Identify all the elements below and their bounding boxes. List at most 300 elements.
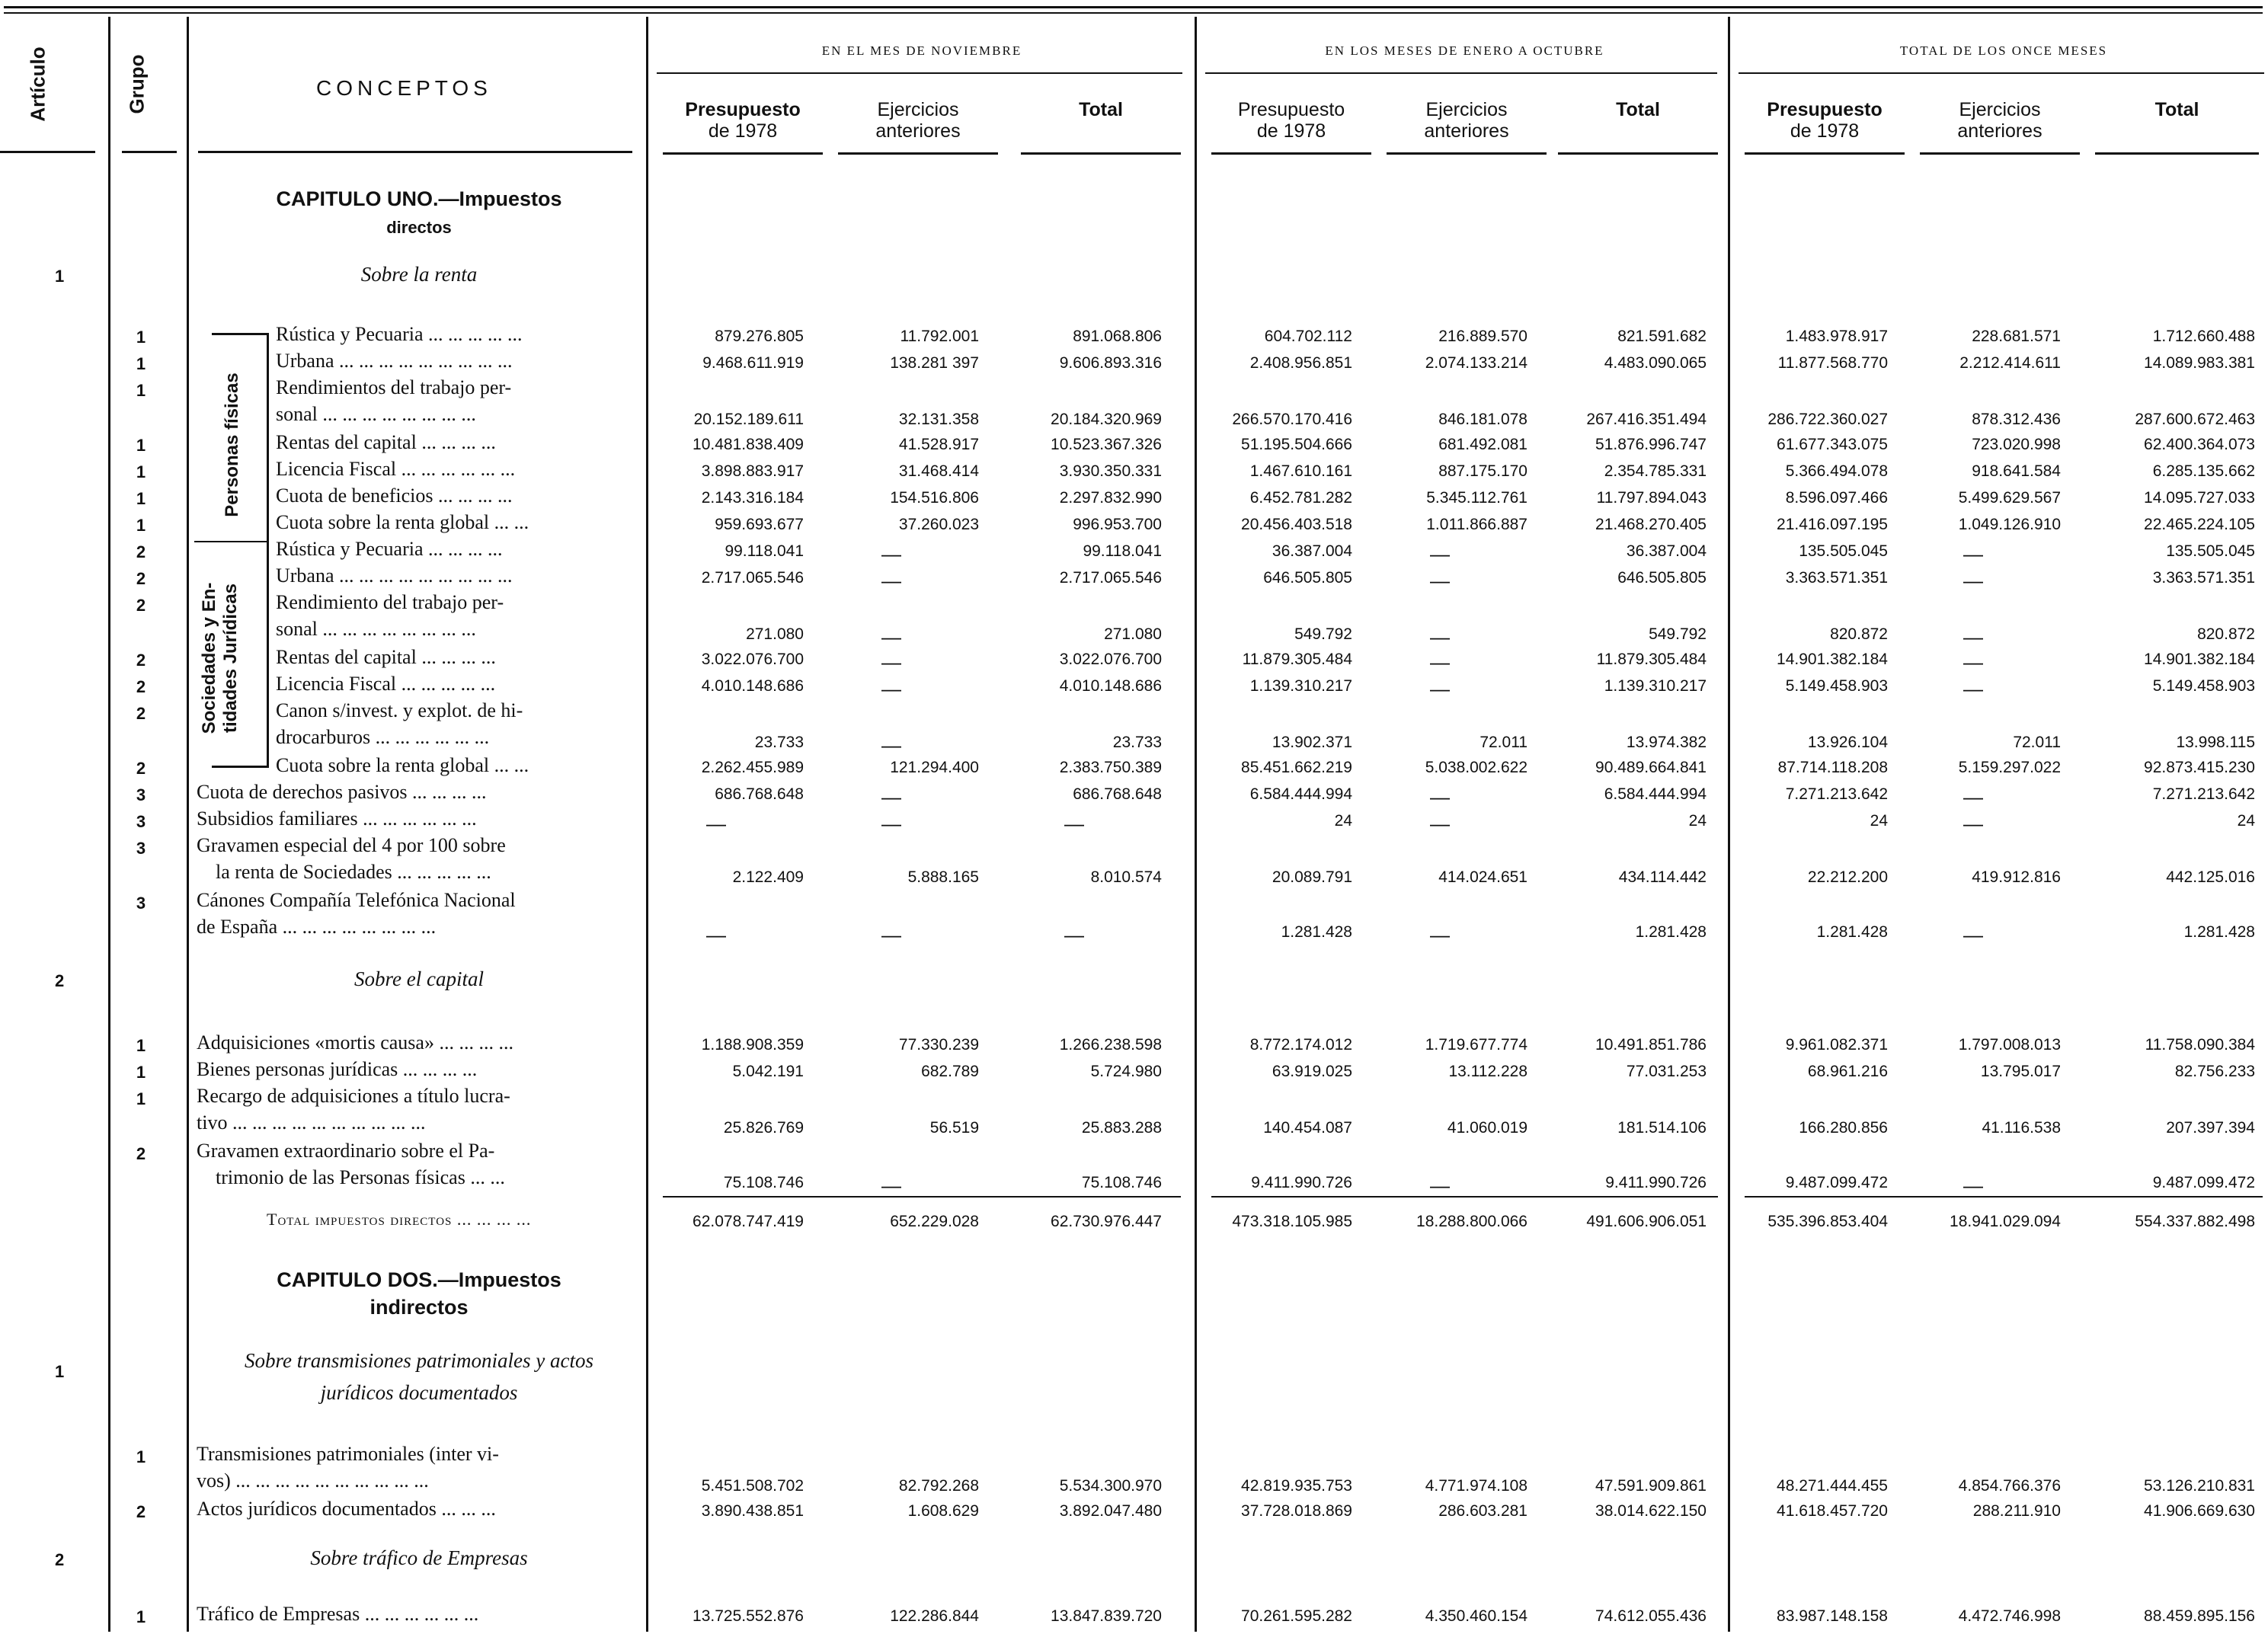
grupo-number: 1 — [136, 516, 146, 535]
value-cell: — — [1963, 923, 1983, 946]
concept-label: Rentas del capital ... ... ... ... — [276, 646, 496, 668]
value-cell: 7.271.213.642 — [2152, 785, 2255, 803]
articulo-number: 2 — [55, 971, 65, 990]
value-cell: 31.468.414 — [898, 462, 979, 480]
value-cell: 5.724.980 — [1090, 1063, 1162, 1080]
value-cell: 11.758.090.384 — [2145, 1036, 2255, 1054]
value-cell: 9.487.099.472 — [2152, 1174, 2255, 1191]
value-cell: 24 — [2237, 812, 2255, 830]
value-cell: 87.714.118.208 — [1777, 759, 1888, 776]
value-cell: 138.281 397 — [890, 354, 979, 372]
value-cell: 3.022.076.700 — [701, 651, 804, 668]
value-cell: 2.717.065.546 — [701, 569, 804, 587]
value-cell: 2.297.832.990 — [1059, 489, 1162, 507]
value-cell: 821.591.682 — [1617, 328, 1707, 345]
value-cell: 4.010.148.686 — [701, 677, 804, 695]
value-cell: 878.312.436 — [1972, 411, 2061, 428]
concept-label-cont: sonal ... ... ... ... ... ... ... ... — [276, 403, 476, 425]
value-cell: 90.489.664.841 — [1595, 759, 1707, 776]
sub-rule — [663, 152, 823, 155]
value-cell: 1.049.126.910 — [1958, 516, 2061, 533]
value-cell: — — [881, 1174, 901, 1197]
section-title-trafico: Sobre tráfico de Empresas — [310, 1546, 528, 1569]
total-value-cell: 535.396.853.404 — [1767, 1213, 1888, 1230]
value-cell: — — [881, 785, 901, 808]
value-cell: 13.795.017 — [1980, 1063, 2061, 1080]
value-cell: 646.505.805 — [1617, 569, 1707, 587]
concept-label-cont: tivo ... ... ... ... ... ... ... ... ... ... — [197, 1111, 426, 1134]
value-cell: 74.612.055.436 — [1595, 1607, 1707, 1625]
col-divider-articulo — [108, 17, 110, 1632]
value-cell: 1.281.428 — [1281, 923, 1352, 941]
value-cell: 41.618.457.720 — [1777, 1502, 1888, 1520]
subhdr-total: Total — [2154, 99, 2199, 120]
value-cell: 63.919.025 — [1272, 1063, 1352, 1080]
chapter-2-title: CAPITULO DOS.—Impuestos indirectos — [277, 1268, 561, 1319]
value-cell: 56.519 — [929, 1119, 979, 1137]
value-cell: 1.797.008.013 — [1958, 1036, 2061, 1054]
value-cell: 2.354.785.331 — [1604, 462, 1707, 480]
value-cell: 3.898.883.917 — [701, 462, 804, 480]
grupo-number: 1 — [136, 436, 146, 455]
section-title-renta: Sobre la renta — [360, 263, 478, 286]
grupo-number: 1 — [136, 354, 146, 373]
grupo-number: 1 — [136, 1089, 146, 1108]
concept-label: Adquisiciones «mortis causa» ... ... ... ... — [197, 1031, 513, 1054]
subhdr-ejercicios: Ejercicios anteriores — [1957, 99, 2042, 142]
bracket-vertical — [267, 333, 269, 767]
value-cell: 51.195.504.666 — [1241, 436, 1352, 453]
value-cell: 14.089.983.381 — [2144, 354, 2255, 372]
grupo-number: 2 — [136, 596, 146, 615]
value-cell: — — [881, 542, 901, 565]
value-cell: 121.294.400 — [890, 759, 979, 776]
grupo-number: 1 — [136, 381, 146, 400]
value-cell: — — [1430, 677, 1450, 700]
value-cell: 62.400.364.073 — [2144, 436, 2255, 453]
value-cell: 14.901.382.184 — [2144, 651, 2255, 668]
total-impuestos-directos-label: Total impuestos directos ... ... ... ... — [267, 1210, 532, 1229]
concept-label: Bienes personas jurídicas ... ... ... ... — [197, 1058, 478, 1080]
value-cell: — — [1963, 651, 1983, 673]
header-rule-grupo — [122, 151, 177, 153]
value-cell: 8.772.174.012 — [1249, 1036, 1352, 1054]
concept-label: Recargo de adquisiciones a título lucra- — [197, 1085, 510, 1107]
value-cell: 11.879.305.484 — [1596, 651, 1707, 668]
value-cell: 5.159.297.022 — [1958, 759, 2061, 776]
value-cell: 2.212.414.611 — [1959, 354, 2061, 372]
value-cell: 11.877.568.770 — [1777, 354, 1888, 372]
value-cell: 13.725.552.876 — [693, 1607, 804, 1625]
value-cell: 686.768.648 — [1073, 785, 1162, 803]
sub-rule — [838, 152, 998, 155]
total-value-cell: 473.318.105.985 — [1232, 1213, 1352, 1230]
value-cell: 25.826.769 — [723, 1119, 804, 1137]
value-cell: 3.892.047.480 — [1059, 1502, 1162, 1520]
bracket-top — [212, 333, 269, 335]
value-cell: 267.416.351.494 — [1586, 411, 1707, 428]
value-cell: 135.505.045 — [1799, 542, 1888, 560]
value-cell: — — [881, 677, 901, 700]
value-cell: 1.139.310.217 — [1249, 677, 1352, 695]
value-cell: 166.280.856 — [1799, 1119, 1888, 1137]
value-cell: 68.961.216 — [1807, 1063, 1888, 1080]
value-cell: 5.149.458.903 — [1785, 677, 1888, 695]
value-cell: 51.876.996.747 — [1595, 436, 1707, 453]
value-cell: 99.118.041 — [1083, 542, 1162, 560]
sub-rule — [1021, 152, 1181, 155]
value-cell: 604.702.112 — [1264, 328, 1352, 345]
grupo-number: 3 — [136, 785, 146, 804]
value-cell: 414.024.651 — [1438, 868, 1527, 886]
value-cell: 122.286.844 — [890, 1607, 979, 1625]
value-cell: 82.792.268 — [898, 1477, 979, 1495]
value-cell: — — [1430, 542, 1450, 565]
value-cell: 154.516.806 — [890, 489, 979, 507]
grupo-number: 2 — [136, 1502, 146, 1521]
value-cell: 41.906.669.630 — [2144, 1502, 2255, 1520]
value-cell: 288.211.910 — [1972, 1502, 2061, 1520]
value-cell: 4.483.090.065 — [1604, 354, 1707, 372]
concept-label: Licencia Fiscal ... ... ... ... ... ... — [276, 458, 516, 480]
value-cell: 442.125.016 — [2166, 868, 2255, 886]
value-cell: — — [1064, 812, 1084, 835]
value-cell: 21.416.097.195 — [1777, 516, 1888, 533]
value-cell: 918.641.584 — [1972, 462, 2061, 480]
value-cell: 13.926.104 — [1807, 734, 1888, 751]
value-cell: 5.345.112.761 — [1426, 489, 1527, 507]
period1-rule — [657, 72, 1182, 74]
concept-label: Gravamen extraordinario sobre el Pa- — [197, 1140, 495, 1162]
value-cell: 5.888.165 — [907, 868, 979, 886]
value-cell: 77.031.253 — [1626, 1063, 1707, 1080]
value-cell: — — [706, 812, 726, 835]
subhdr-presupuesto: Presupuesto de 1978 — [685, 99, 801, 142]
value-cell: 92.873.415.230 — [2144, 759, 2255, 776]
value-cell: — — [1963, 569, 1983, 592]
grupo-number: 1 — [136, 462, 146, 481]
value-cell: 1.483.978.917 — [1785, 328, 1888, 345]
value-cell: 1.719.677.774 — [1425, 1036, 1527, 1054]
value-cell: 10.481.838.409 — [693, 436, 804, 453]
grupo-number: 3 — [136, 894, 146, 913]
value-cell: 13.974.382 — [1626, 734, 1707, 751]
articulo-number: 1 — [55, 1362, 65, 1381]
value-cell: 20.089.791 — [1272, 868, 1352, 886]
value-cell: 959.693.677 — [715, 516, 804, 533]
value-cell: — — [881, 569, 901, 592]
sub-rule — [2095, 152, 2259, 155]
bracket-label-juridicas-2: tidades Jurídicas — [220, 583, 241, 734]
concept-label: Rendimiento del trabajo per- — [276, 591, 504, 613]
grupo-number: 2 — [136, 542, 146, 561]
grupo-number: 1 — [136, 1036, 146, 1055]
value-cell: 5.534.300.970 — [1059, 1477, 1162, 1495]
concept-label: Cánones Compañía Telefónica Nacional — [197, 889, 516, 911]
concept-label: Rendimientos del trabajo per- — [276, 376, 512, 398]
value-cell: 13.112.228 — [1448, 1063, 1527, 1080]
total-value-cell: 652.229.028 — [890, 1213, 979, 1230]
value-cell: 11.879.305.484 — [1242, 651, 1352, 668]
value-cell: 1.712.660.488 — [2152, 328, 2255, 345]
value-cell: 2.408.956.851 — [1249, 354, 1352, 372]
value-cell: 286.603.281 — [1438, 1502, 1527, 1520]
section-title-transmisiones: Sobre transmisiones patrimoniales y actos jurídicos documentados — [245, 1349, 593, 1404]
value-cell: 5.499.629.567 — [1958, 489, 2061, 507]
total-value-cell: 62.730.976.447 — [1051, 1213, 1162, 1230]
value-cell: 1.281.428 — [1816, 923, 1888, 941]
value-cell: 1.281.428 — [2183, 923, 2255, 941]
value-cell: 5.451.508.702 — [701, 1477, 804, 1495]
header-rule-conceptos — [198, 151, 632, 153]
value-cell: 2.122.409 — [732, 868, 804, 886]
concept-label: Urbana ... ... ... ... ... ... ... ... ... — [276, 564, 513, 587]
concept-label: Urbana ... ... ... ... ... ... ... ... ... — [276, 350, 513, 372]
value-cell: 61.677.343.075 — [1777, 436, 1888, 453]
value-cell: 5.149.458.903 — [2152, 677, 2255, 695]
value-cell: 5.042.191 — [732, 1063, 804, 1080]
value-cell: 8.596.097.466 — [1785, 489, 1888, 507]
value-cell: 32.131.358 — [898, 411, 979, 428]
value-cell: — — [1963, 785, 1983, 808]
value-cell: — — [1963, 812, 1983, 835]
header-grupo: Grupo — [125, 54, 149, 114]
value-cell: 4.472.746.998 — [1958, 1607, 2061, 1625]
value-cell: 8.010.574 — [1090, 868, 1162, 886]
value-cell: — — [881, 651, 901, 673]
value-cell: 846.181.078 — [1438, 411, 1527, 428]
value-cell: 36.387.004 — [1626, 542, 1707, 560]
value-cell: 75.108.746 — [1081, 1174, 1162, 1191]
period-label-enero-octubre: EN LOS MESES DE ENERO A OCTUBRE — [1325, 43, 1604, 58]
grupo-number: 1 — [136, 328, 146, 347]
period-label-once-meses: TOTAL DE LOS ONCE MESES — [1899, 43, 2108, 58]
value-cell: 887.175.170 — [1438, 462, 1527, 480]
value-cell: 5.366.494.078 — [1785, 462, 1888, 480]
value-cell: 6.584.444.994 — [1604, 785, 1707, 803]
grupo-number: 3 — [136, 812, 146, 831]
grupo-number: 2 — [136, 759, 146, 778]
concept-label: Rústica y Pecuaria ... ... ... ... ... — [276, 323, 523, 345]
value-cell: 85.451.662.219 — [1241, 759, 1352, 776]
articulo-number: 2 — [55, 1550, 65, 1569]
value-cell: 53.126.210.831 — [2144, 1477, 2255, 1495]
value-cell: 996.953.700 — [1073, 516, 1162, 533]
value-cell: 820.872 — [1830, 625, 1888, 643]
value-cell: 10.523.367.326 — [1051, 436, 1162, 453]
bracket-label-fisicas: Personas físicas — [222, 373, 242, 517]
value-cell: 11.792.001 — [900, 328, 979, 345]
value-cell: 14.901.382.184 — [1777, 651, 1888, 668]
value-cell: 10.491.851.786 — [1595, 1036, 1707, 1054]
bracket-mid — [194, 541, 267, 542]
value-cell: 99.118.041 — [725, 542, 804, 560]
subhdr-presupuesto: Presupuesto de 1978 — [1767, 99, 1883, 142]
value-cell: — — [881, 625, 901, 648]
value-cell: 1.266.238.598 — [1059, 1036, 1162, 1054]
value-cell: 24 — [1870, 812, 1888, 830]
period3-rule — [1739, 72, 2264, 74]
concept-label-cont: de España ... ... ... ... ... ... ... ... — [197, 916, 437, 938]
concept-label-cont: la renta de Sociedades ... ... ... ... ... — [216, 861, 491, 883]
value-cell: 4.350.460.154 — [1425, 1607, 1527, 1625]
chapter-1-title: CAPITULO UNO.—Impuestos directos — [276, 187, 562, 237]
value-cell: 23.733 — [754, 734, 804, 751]
value-cell: — — [706, 923, 726, 946]
value-cell: 37.260.023 — [898, 516, 979, 533]
value-cell: 41.060.019 — [1447, 1119, 1527, 1137]
value-cell: 1.011.866.887 — [1426, 516, 1527, 533]
value-cell: 22.465.224.105 — [2144, 516, 2255, 533]
value-cell: 88.459.895.156 — [2144, 1607, 2255, 1625]
value-cell: 9.468.611.919 — [702, 354, 804, 372]
value-cell: 4.010.148.686 — [1059, 677, 1162, 695]
value-cell: 216.889.570 — [1438, 328, 1527, 345]
value-cell: 47.591.909.861 — [1595, 1477, 1707, 1495]
sub-rule — [1920, 152, 2080, 155]
value-cell: 5.038.002.622 — [1425, 759, 1527, 776]
concept-label-cont: trimonio de las Personas físicas ... ... — [216, 1166, 505, 1188]
value-cell: 21.468.270.405 — [1595, 516, 1707, 533]
total-value-cell: 62.078.747.419 — [693, 1213, 804, 1230]
value-cell: 549.792 — [1294, 625, 1352, 643]
value-cell: 3.890.438.851 — [701, 1502, 804, 1520]
col-divider-grupo — [187, 17, 189, 1632]
concept-label: Gravamen especial del 4 por 100 sobre — [197, 834, 506, 856]
total-value-cell: 18.941.029.094 — [1950, 1213, 2061, 1230]
value-cell: 37.728.018.869 — [1241, 1502, 1352, 1520]
value-cell: 70.261.595.282 — [1241, 1607, 1352, 1625]
value-cell: 9.411.990.726 — [1251, 1174, 1352, 1191]
header-conceptos: CONCEPTOS — [316, 76, 492, 100]
value-cell: 38.014.622.150 — [1595, 1502, 1707, 1520]
sub-rule — [1558, 152, 1718, 155]
concept-label-cont: drocarburos ... ... ... ... ... ... — [276, 726, 490, 748]
concept-label: Cuota de beneficios ... ... ... ... — [276, 484, 513, 507]
value-cell: 6.285.135.662 — [2152, 462, 2255, 480]
value-cell: 1.139.310.217 — [1604, 677, 1707, 695]
value-cell: 72.011 — [2013, 734, 2061, 751]
value-cell: — — [1963, 677, 1983, 700]
value-cell: 686.768.648 — [715, 785, 804, 803]
value-cell: 419.912.816 — [1972, 868, 2061, 886]
value-cell: 41.116.538 — [1982, 1119, 2061, 1137]
subhdr-total: Total — [1079, 99, 1123, 120]
value-cell: 820.872 — [2197, 625, 2255, 643]
value-cell: 6.584.444.994 — [1249, 785, 1352, 803]
value-cell: 75.108.746 — [723, 1174, 804, 1191]
concept-label: Rentas del capital ... ... ... ... — [276, 431, 496, 453]
concept-label-cont: sonal ... ... ... ... ... ... ... ... — [276, 618, 476, 640]
value-cell: 13.847.839.720 — [1051, 1607, 1162, 1625]
concept-label: Subsidios familiares ... ... ... ... ... ... — [197, 807, 477, 830]
total-value-cell: 18.288.800.066 — [1416, 1213, 1527, 1230]
bracket-bottom — [212, 766, 269, 768]
value-cell: — — [1430, 651, 1450, 673]
value-cell: 48.271.444.455 — [1777, 1477, 1888, 1495]
concept-label-cont: vos) ... ... ... ... ... ... ... ... ... ... — [197, 1469, 429, 1492]
value-cell: 82.756.233 — [2174, 1063, 2255, 1080]
sub-rule — [1745, 152, 1905, 155]
grupo-number: 2 — [136, 569, 146, 588]
header-rule-art — [0, 151, 95, 153]
value-cell: 2.717.065.546 — [1059, 569, 1162, 587]
value-cell: 72.011 — [1479, 734, 1527, 751]
value-cell: 9.487.099.472 — [1785, 1174, 1888, 1191]
period2-rule — [1205, 72, 1717, 74]
value-cell: 207.397.394 — [2166, 1119, 2255, 1137]
value-cell: 3.363.571.351 — [2152, 569, 2255, 587]
value-cell: 140.454.087 — [1263, 1119, 1352, 1137]
concept-label: Licencia Fiscal ... ... ... ... ... — [276, 673, 496, 695]
value-cell: 682.789 — [921, 1063, 979, 1080]
subhdr-ejercicios: Ejercicios anteriores — [1424, 99, 1509, 142]
subhdr-ejercicios: Ejercicios anteriores — [875, 99, 961, 142]
value-cell: — — [1430, 812, 1450, 835]
grupo-number: 1 — [136, 1063, 146, 1082]
value-cell: 271.080 — [1104, 625, 1162, 643]
value-cell: 7.271.213.642 — [1785, 785, 1888, 803]
value-cell: 13.998.115 — [2176, 734, 2255, 751]
value-cell: 25.883.288 — [1081, 1119, 1162, 1137]
value-cell: 24 — [1688, 812, 1707, 830]
grupo-number: 2 — [136, 677, 146, 696]
bracket-label-juridicas-1: Sociedades y En- — [199, 582, 219, 734]
section-title-capital: Sobre el capital — [354, 967, 484, 990]
value-cell: — — [1064, 923, 1084, 946]
value-cell: — — [1963, 1174, 1983, 1197]
value-cell: — — [881, 812, 901, 835]
value-cell: 11.797.894.043 — [1596, 489, 1707, 507]
total-value-cell: 554.337.882.498 — [2135, 1213, 2255, 1230]
value-cell: 6.452.781.282 — [1249, 489, 1352, 507]
grupo-number: 1 — [136, 489, 146, 508]
value-cell: 22.212.200 — [1807, 868, 1888, 886]
value-cell: 228.681.571 — [1972, 328, 2061, 345]
concept-label: Actos jurídicos documentados ... ... ... — [197, 1498, 496, 1520]
value-cell: 681.492.081 — [1438, 436, 1527, 453]
articulo-number: 1 — [55, 267, 65, 286]
subhdr-presupuesto: Presupuesto de 1978 — [1237, 99, 1345, 142]
concept-label: Cuota de derechos pasivos ... ... ... ... — [197, 781, 487, 803]
value-cell: — — [1430, 625, 1450, 648]
value-cell: 36.387.004 — [1272, 542, 1352, 560]
value-cell: 13.902.371 — [1272, 734, 1352, 751]
value-cell: 646.505.805 — [1263, 569, 1352, 587]
value-cell: 1.188.908.359 — [701, 1036, 804, 1054]
value-cell: — — [1430, 569, 1450, 592]
value-cell: 286.722.360.027 — [1767, 411, 1888, 428]
value-cell: 2.383.750.389 — [1059, 759, 1162, 776]
value-cell: 135.505.045 — [2166, 542, 2255, 560]
sub-rule — [1387, 152, 1547, 155]
value-cell: 4.771.974.108 — [1425, 1477, 1527, 1495]
value-cell: 723.020.998 — [1972, 436, 2061, 453]
grupo-number: 2 — [136, 704, 146, 723]
value-cell: 181.514.106 — [1617, 1119, 1707, 1137]
period-label-noviembre: EN EL MES DE NOVIEMBRE — [821, 43, 1022, 58]
concept-label: Transmisiones patrimoniales (inter vi- — [197, 1443, 499, 1465]
value-cell: 1.281.428 — [1635, 923, 1707, 941]
grupo-number: 1 — [136, 1607, 146, 1626]
value-cell: 14.095.727.033 — [2144, 489, 2255, 507]
value-cell: 20.456.403.518 — [1241, 516, 1352, 533]
value-cell: 2.074.133.214 — [1425, 354, 1527, 372]
value-cell: 434.114.442 — [1618, 868, 1707, 886]
value-cell: 266.570.170.416 — [1232, 411, 1352, 428]
value-cell: 83.987.148.158 — [1777, 1607, 1888, 1625]
grupo-number: 2 — [136, 1144, 146, 1163]
